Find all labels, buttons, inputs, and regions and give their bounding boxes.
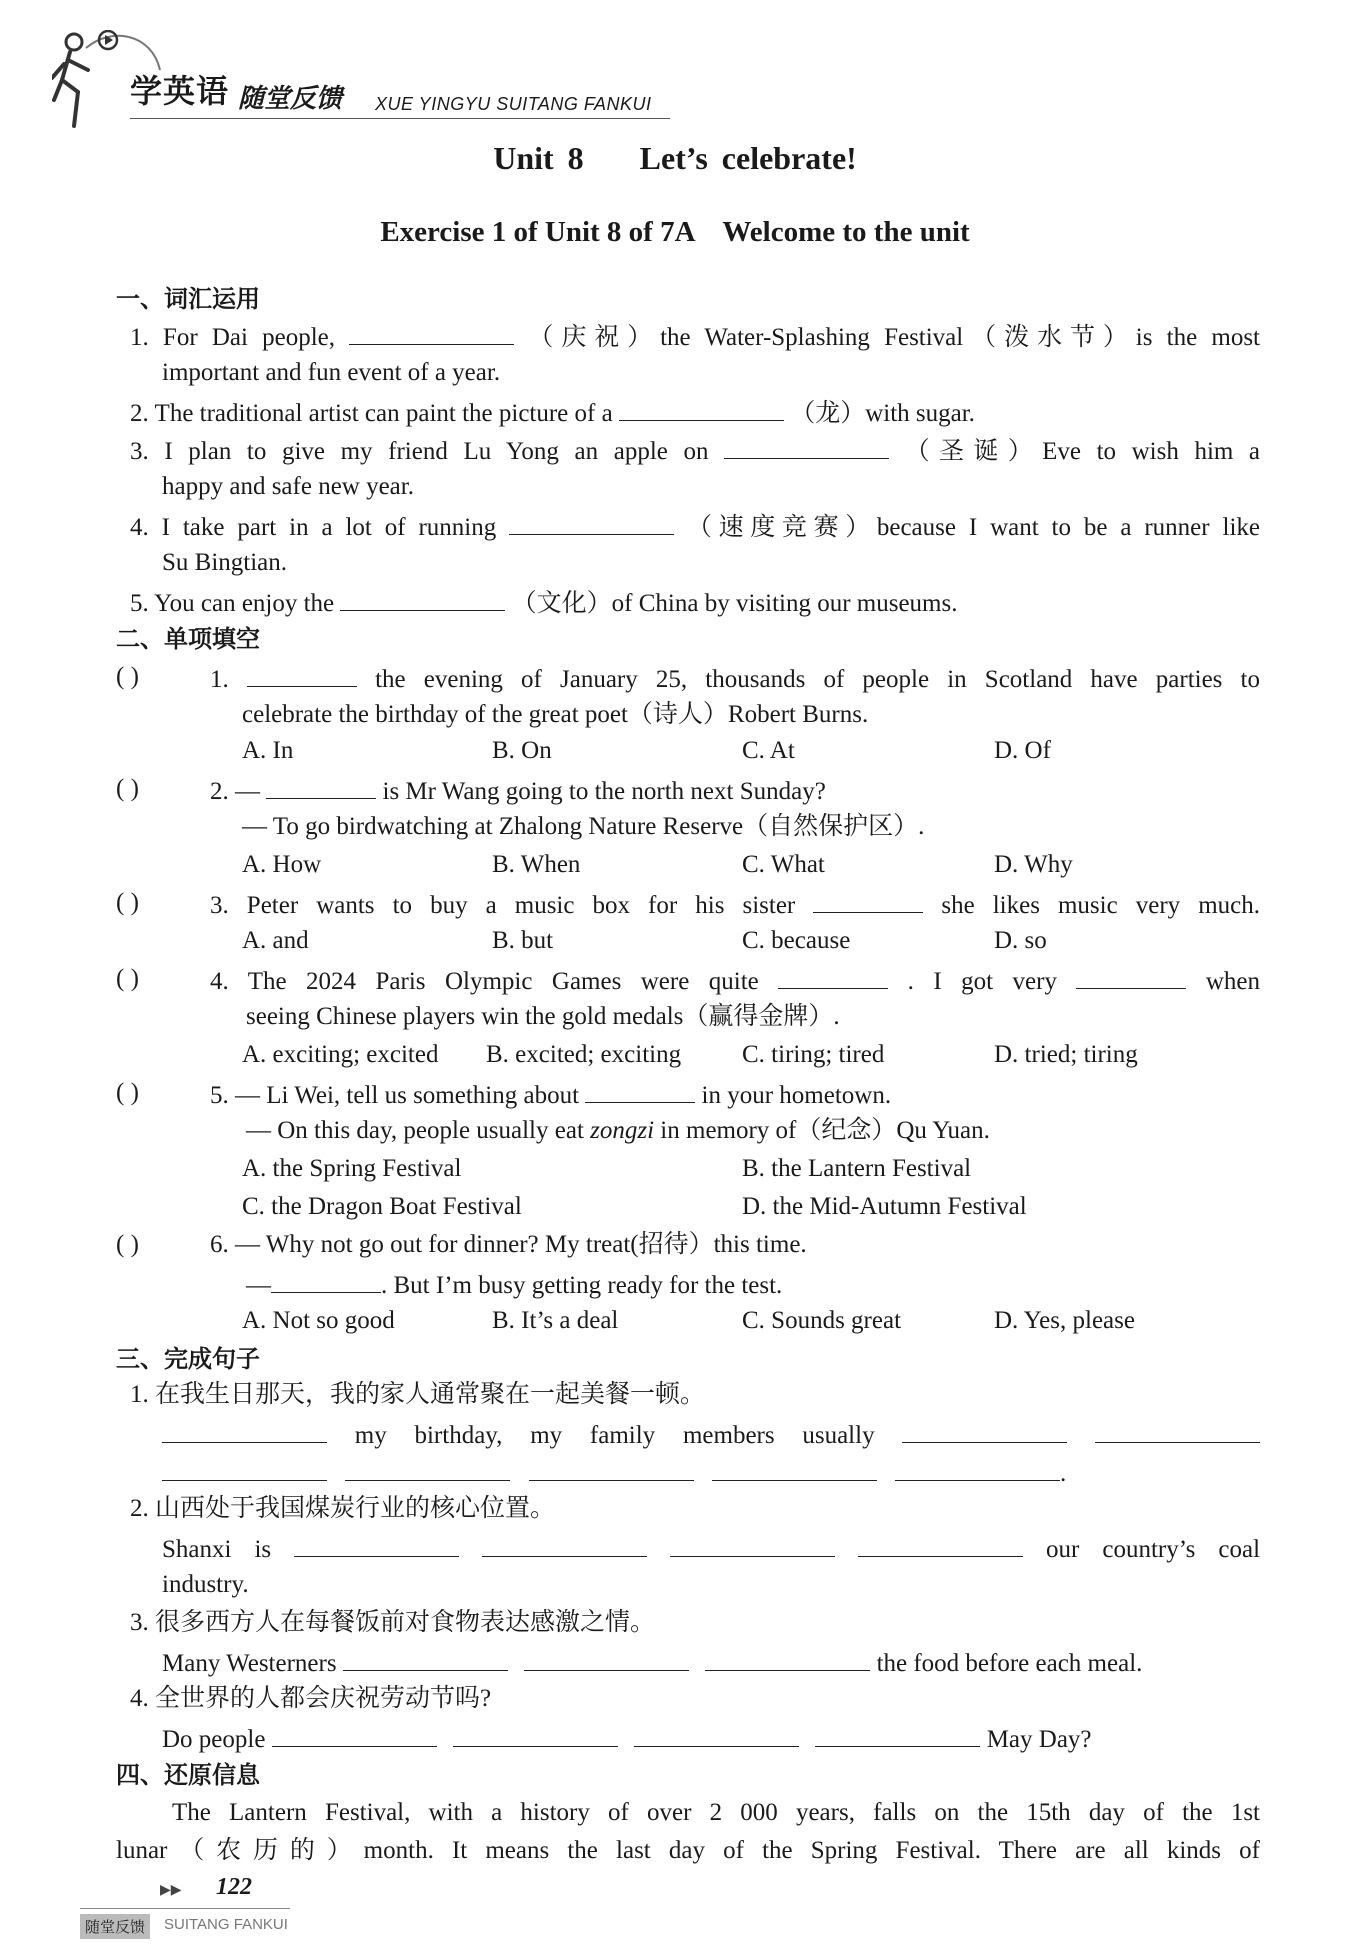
q-text: my bbox=[530, 1422, 563, 1449]
answer-blank[interactable] bbox=[524, 1646, 689, 1671]
answer-blank[interactable] bbox=[813, 888, 923, 913]
option-a[interactable]: A. Not so good bbox=[242, 1307, 395, 1334]
q-dialogue bbox=[246, 1116, 990, 1146]
answer-blank[interactable] bbox=[162, 1456, 327, 1481]
answer-blank[interactable] bbox=[529, 1456, 694, 1481]
logo-text-cn2: 随堂反馈 bbox=[238, 84, 343, 114]
answer-blank[interactable] bbox=[509, 510, 674, 535]
option-a[interactable]: A. In bbox=[242, 737, 294, 764]
logo-text-cn: 学英语 bbox=[130, 72, 230, 110]
answer-blank[interactable] bbox=[895, 1456, 1060, 1481]
passage-line-2: lunar（农历的）month. It means the last day of the Spring Festival. There are all kinds of bbox=[116, 1837, 1260, 1864]
option-a[interactable]: A. the Spring Festival bbox=[242, 1155, 462, 1182]
answer-blank[interactable] bbox=[272, 1722, 437, 1747]
answer-blank[interactable] bbox=[670, 1532, 835, 1557]
sentence-en-4 bbox=[162, 1722, 1092, 1755]
exercise-title: Exercise 1 of Unit 8 of 7A Welcome to the unit bbox=[380, 216, 970, 248]
q-text: she likes music very much. bbox=[941, 892, 1260, 919]
section-heading-reading: 四、还原信息 bbox=[116, 1761, 260, 1789]
sentence-en-1 bbox=[162, 1418, 1260, 1451]
q-text: 5. You can enjoy the bbox=[130, 590, 335, 617]
sentence-cn-2: 2. 山西处于我国煤炭行业的核心位置。 bbox=[130, 1495, 556, 1522]
answer-blank[interactable] bbox=[724, 434, 889, 459]
header-rule bbox=[130, 118, 670, 119]
answer-paren[interactable]: ( ) bbox=[116, 1079, 139, 1106]
sentence-cn-3: 3. 很多西方人在每餐饭前对食物表达感激之情。 bbox=[130, 1609, 656, 1636]
q-text: Do people bbox=[162, 1726, 266, 1753]
option-a[interactable]: A. exciting; excited bbox=[242, 1041, 439, 1068]
q-text: industry. bbox=[162, 1571, 249, 1598]
q-text: members bbox=[682, 1422, 775, 1449]
q-text: （庆祝）the Water-Splashing Festival（泼水节）is the most bbox=[528, 324, 1261, 351]
option-c[interactable]: C. Sounds great bbox=[742, 1307, 902, 1334]
choice-question-2 bbox=[210, 774, 826, 807]
vocab-question-4 bbox=[130, 510, 1260, 543]
choice-question-5 bbox=[210, 1078, 891, 1111]
answer-blank[interactable] bbox=[902, 1418, 1067, 1443]
q-text: . I got very bbox=[907, 968, 1057, 995]
q-text: . bbox=[1060, 1460, 1067, 1487]
answer-blank[interactable] bbox=[634, 1722, 799, 1747]
answer-blank[interactable] bbox=[1095, 1418, 1260, 1443]
q-text: celebrate the birthday of the great poet（诗人）Robert Burns. bbox=[242, 701, 869, 728]
footer-pinyin: SUITANG FANKUI bbox=[164, 1916, 288, 1933]
answer-paren[interactable]: ( ) bbox=[116, 889, 139, 916]
q-text: in your hometown. bbox=[701, 1082, 892, 1109]
option-d[interactable]: D. Yes, please bbox=[994, 1307, 1135, 1334]
answer-blank[interactable] bbox=[343, 1646, 508, 1671]
option-a[interactable]: A. and bbox=[242, 927, 309, 954]
header-logo bbox=[52, 30, 672, 140]
q-dialogue bbox=[246, 1268, 782, 1301]
answer-blank[interactable] bbox=[778, 964, 888, 989]
q-text: — To go birdwatching at Zhalong Nature Reserve（自然保护区）. bbox=[242, 813, 925, 840]
q-text-italic: zongzi bbox=[590, 1117, 655, 1144]
answer-blank[interactable] bbox=[349, 320, 514, 345]
answer-blank[interactable] bbox=[712, 1456, 877, 1481]
q-text: the food before each meal. bbox=[876, 1650, 1143, 1677]
q-text: is bbox=[254, 1536, 272, 1563]
choice-question-3 bbox=[210, 888, 1260, 921]
q-text: . But I’m busy getting ready for the test. bbox=[381, 1272, 783, 1299]
q-text: coal bbox=[1218, 1536, 1261, 1563]
q-text: is Mr Wang going to the north next Sunday? bbox=[382, 778, 826, 805]
logo-pinyin: XUE YINGYU SUITANG FANKUI bbox=[375, 94, 652, 114]
q-number: 5. — Li Wei, tell us something about bbox=[210, 1082, 580, 1109]
q-text: （速度竞赛）because I want to be a runner like bbox=[687, 514, 1260, 541]
answer-blank[interactable] bbox=[340, 586, 505, 611]
answer-blank[interactable] bbox=[345, 1456, 510, 1481]
option-c[interactable]: C. At bbox=[742, 737, 795, 764]
answer-blank[interactable] bbox=[1076, 964, 1186, 989]
section-heading-sentences: 三、完成句子 bbox=[116, 1345, 260, 1373]
q-number: 4. The 2024 Paris Olympic Games were quite bbox=[210, 968, 759, 995]
answer-paren[interactable]: ( ) bbox=[116, 775, 139, 802]
option-c[interactable]: C. the Dragon Boat Festival bbox=[242, 1193, 522, 1220]
section-heading-choice: 二、单项填空 bbox=[116, 625, 260, 653]
q-text: — bbox=[246, 1272, 271, 1299]
q-text: （圣诞）Eve to wish him a bbox=[904, 438, 1261, 465]
answer-blank[interactable] bbox=[271, 1268, 381, 1293]
vocab-question-2 bbox=[130, 396, 975, 429]
q-text: （龙）with sugar. bbox=[790, 400, 975, 427]
q-text: usually bbox=[802, 1422, 875, 1449]
footer-badge: 随堂反馈 bbox=[80, 1914, 150, 1939]
answer-blank[interactable] bbox=[247, 662, 357, 687]
option-b[interactable]: B. but bbox=[492, 927, 554, 954]
answer-paren[interactable]: ( ) bbox=[116, 663, 139, 690]
choice-question-4 bbox=[210, 964, 1260, 997]
q-text: 2. The traditional artist can paint the picture of a bbox=[130, 400, 613, 427]
answer-blank[interactable] bbox=[619, 396, 784, 421]
footer-rule bbox=[80, 1908, 290, 1909]
option-d[interactable]: D. so bbox=[994, 927, 1047, 954]
answer-blank[interactable] bbox=[585, 1078, 695, 1103]
sentence-cn-4: 4. 全世界的人都会庆祝劳动节吗? bbox=[130, 1685, 492, 1712]
option-b[interactable]: B. On bbox=[492, 737, 552, 764]
answer-blank[interactable] bbox=[162, 1418, 327, 1443]
choice-question-6: 6. — Why not go out for dinner? My treat(招待）this time. bbox=[210, 1231, 807, 1258]
answer-blank[interactable] bbox=[705, 1646, 870, 1671]
q-text: when bbox=[1205, 968, 1261, 995]
q-text: the evening of January 25, thousands of people in Scotland have parties to bbox=[375, 666, 1261, 693]
q-text: happy and safe new year. bbox=[162, 473, 414, 500]
q-text: 3. I plan to give my friend Lu Yong an apple on bbox=[130, 438, 709, 465]
q-text: Many Westerners bbox=[162, 1650, 337, 1677]
sentence-en-1-cont bbox=[162, 1456, 1066, 1489]
q-text: in memory of（纪念）Qu Yuan. bbox=[660, 1117, 990, 1144]
q-text: birthday, bbox=[414, 1422, 503, 1449]
q-number: 3. Peter wants to buy a music box for his sister bbox=[210, 892, 796, 919]
option-b[interactable]: B. It’s a deal bbox=[492, 1307, 619, 1334]
q-text: Shanxi bbox=[162, 1536, 232, 1563]
vocab-question-3 bbox=[130, 434, 1260, 467]
option-d[interactable]: D. tried; tiring bbox=[994, 1041, 1138, 1068]
sentence-en-3 bbox=[162, 1646, 1142, 1679]
q-text: seeing Chinese players win the gold medals（赢得金牌）. bbox=[246, 1003, 840, 1030]
vocab-question-1 bbox=[130, 320, 1260, 353]
sentence-cn-1: 1. 在我生日那天，我的家人通常聚在一起美餐一顿。 bbox=[130, 1381, 706, 1408]
option-a[interactable]: A. How bbox=[242, 851, 322, 878]
choice-question-1 bbox=[210, 662, 1260, 695]
q-text: our bbox=[1046, 1536, 1080, 1563]
option-b[interactable]: B. When bbox=[492, 851, 581, 878]
q-text: Su Bingtian. bbox=[162, 549, 288, 576]
q-text: family bbox=[589, 1422, 656, 1449]
q-text: 1. For Dai people, bbox=[130, 324, 336, 351]
option-b[interactable]: B. excited; exciting bbox=[486, 1041, 682, 1068]
answer-blank[interactable] bbox=[266, 774, 376, 799]
passage-line-1: The Lantern Festival, with a history of over 2 000 years, falls on the 15th day of the 1st bbox=[172, 1799, 1260, 1826]
option-c[interactable]: C. What bbox=[742, 851, 825, 878]
answer-blank[interactable] bbox=[815, 1722, 980, 1747]
option-d[interactable]: D. Of bbox=[994, 737, 1051, 764]
sentence-en-2 bbox=[162, 1532, 1260, 1565]
answer-blank[interactable] bbox=[294, 1532, 459, 1557]
footer-arrow-icon: ▶▶ bbox=[160, 1882, 182, 1898]
answer-paren[interactable]: ( ) bbox=[116, 1231, 139, 1258]
answer-blank[interactable] bbox=[858, 1532, 1023, 1557]
q-number: 2. — bbox=[210, 778, 260, 805]
q-text: important and fun event of a year. bbox=[162, 359, 501, 386]
option-c[interactable]: C. because bbox=[742, 927, 851, 954]
q-text: 4. I take part in a lot of running bbox=[130, 514, 497, 541]
option-b[interactable]: B. the Lantern Festival bbox=[742, 1155, 972, 1182]
vocab-question-5 bbox=[130, 586, 957, 619]
q-text: — On this day, people usually eat bbox=[246, 1117, 584, 1144]
q-text: country’s bbox=[1102, 1536, 1196, 1563]
answer-blank[interactable] bbox=[482, 1532, 647, 1557]
answer-blank[interactable] bbox=[453, 1722, 618, 1747]
q-text: （文化）of China by visiting our museums. bbox=[511, 590, 958, 617]
option-d[interactable]: D. the Mid-Autumn Festival bbox=[742, 1193, 1027, 1220]
answer-paren[interactable]: ( ) bbox=[116, 965, 139, 992]
q-number: 1. bbox=[210, 666, 229, 693]
q-text: my bbox=[354, 1422, 387, 1449]
option-c[interactable]: C. tiring; tired bbox=[742, 1041, 885, 1068]
option-d[interactable]: D. Why bbox=[994, 851, 1073, 878]
section-heading-vocab: 一、词汇运用 bbox=[116, 285, 260, 313]
page-number: 122 bbox=[216, 1874, 252, 1900]
unit-title: Unit 8 Let’s celebrate! bbox=[493, 140, 857, 176]
q-text: May Day? bbox=[986, 1726, 1092, 1753]
